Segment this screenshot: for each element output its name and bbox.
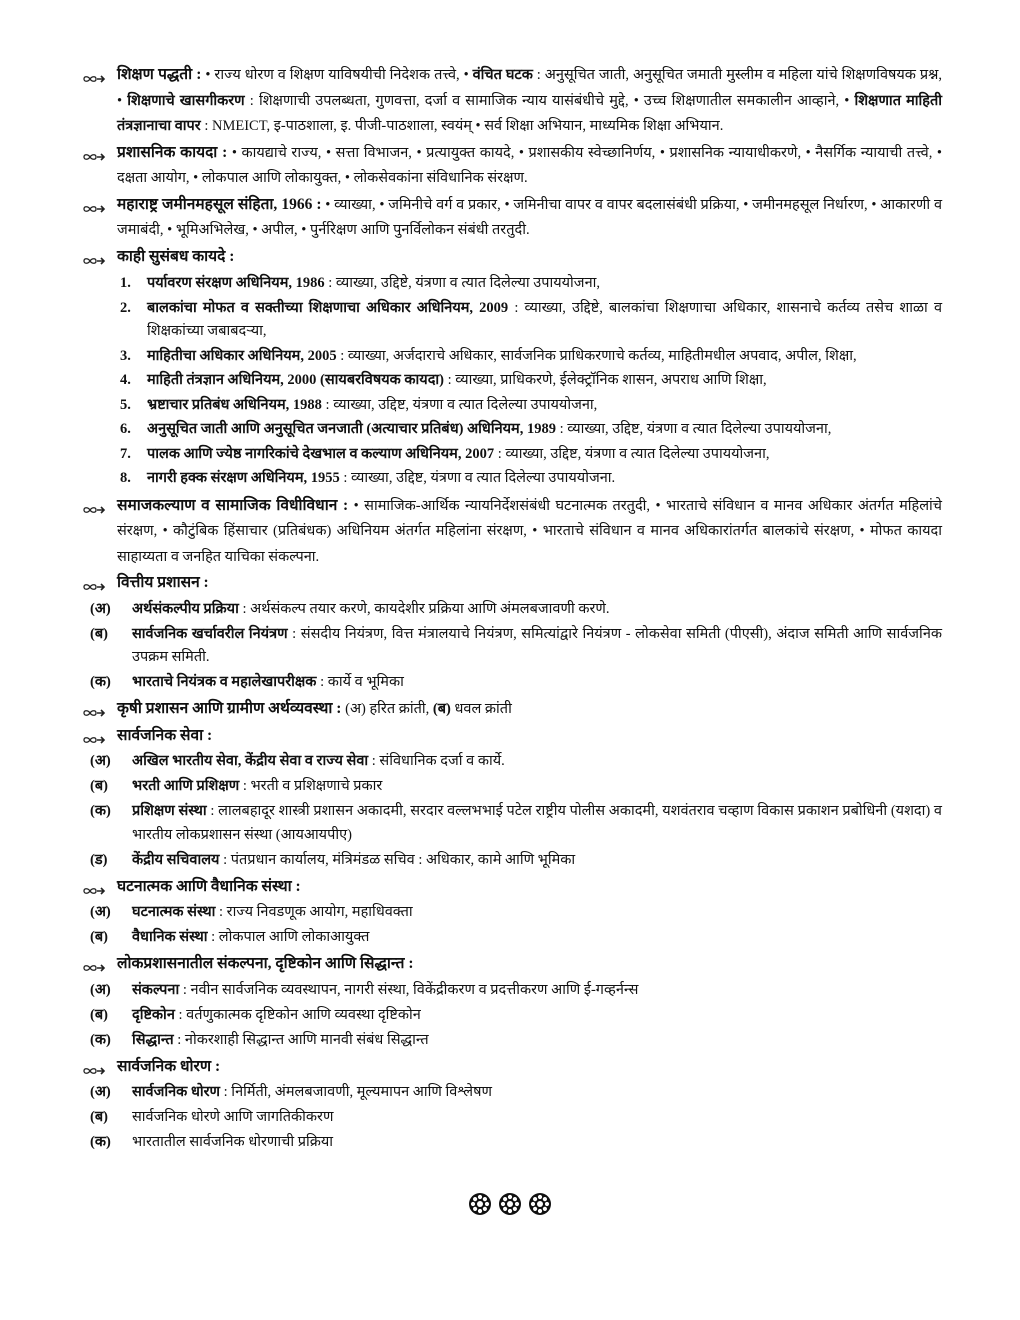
section xyxy=(0,62,1020,140)
list-item xyxy=(0,1081,1020,1105)
item-text: : संसदीय नियंत्रण, वित्त मंत्रालयाचे नियंत्रण, समित्यांद्वारे नियंत्रण - लोकसेवा समिती (पीएसी), अंदाज समिती आणि सार्वजनिक उपक्रम समिती. xyxy=(132,625,942,665)
body-text: • कायद्याचे राज्य, • सत्ता विभाजन, • प्रत्यायुक्त कायदे, • प्रशासकीय स्वेच्छानिर्णय, • प्रशासनिक न्यायाधीकरणे, • नैसर्गिक न्यायाची तत्त्वे, • दक्षता आयोग, • लोकपाल आणि लोकायुक्त, • लोकसेवकांना संविधानिक संरक्षण. xyxy=(117,144,942,186)
bold-term: शिक्षणात माहिती तंत्रज्ञानाचा वापर xyxy=(117,92,942,134)
item-text: : लालबहादूर शास्त्री प्रशासन अकादमी, सरदार वल्लभभाई पटेल राष्ट्रीय पोलीस अकादमी, यशवंतराव चव्हाण विकास प्रकाशन प्रबोधिनी (यशदा) व भारतीय लोकप्रशासन संस्था (आयआयपीए) xyxy=(132,803,942,843)
item-label: (क) xyxy=(90,803,111,819)
looped-arrow-bullet-icon xyxy=(82,958,108,970)
item-label: (ब) xyxy=(90,625,108,642)
item-text: : निर्मिती, अंमलबजावणी, मूल्यमापन आणि विश्लेषण xyxy=(220,1084,492,1100)
list-item xyxy=(0,901,1020,925)
item-text: : राज्य निवडणूक आयोग, महाधिवक्ता xyxy=(215,904,413,920)
section-heading: प्रशासनिक कायदा : xyxy=(117,143,228,161)
list-item xyxy=(0,297,1020,344)
list-item xyxy=(0,1004,1020,1028)
looped-arrow-bullet-icon xyxy=(82,881,108,893)
looped-arrow-bullet-icon xyxy=(82,500,108,512)
item-text: : भरती व प्रशिक्षणाचे प्रकार xyxy=(239,778,383,794)
item-label: (ब) xyxy=(90,1006,108,1023)
looped-arrow-bullet-icon xyxy=(82,703,108,715)
item-text: : व्याख्या, उद्दिष्ट, यंत्रणा व त्यात दिलेल्या उपाययोजना, xyxy=(555,421,832,437)
section xyxy=(0,493,1020,571)
list-item xyxy=(0,775,1020,799)
section xyxy=(0,192,1020,244)
item-title: माहिती तंत्रज्ञान अधिनियम, 2000 (सायबरविषयक कायदा) xyxy=(147,372,444,388)
item-label: (अ) xyxy=(90,600,111,617)
item-text: : व्याख्या, उद्दिष्ट, यंत्रणा व त्यात दिलेल्या उपाययोजना, xyxy=(321,396,598,413)
flower-ornament-icon xyxy=(495,1204,525,1220)
section xyxy=(0,244,1020,271)
item-text: : व्याख्या, उद्दिष्ट, यंत्रणा व त्यात दिलेल्या उपाययोजना, xyxy=(494,445,770,462)
bold-term: वंचित घटक xyxy=(472,67,533,83)
body-text: धवल क्रांती xyxy=(450,701,512,717)
body-text: : अनुसूचित जाती, अनुसूचित जमाती मुस्लीम व महिला यांचे शिक्षणविषयक प्रश्न, • xyxy=(117,67,942,109)
numbered-list xyxy=(0,272,1020,491)
looped-arrow-bullet-icon xyxy=(82,730,108,742)
list-item xyxy=(0,926,1020,950)
item-title: बालकांचा मोफत व सक्तीच्या शिक्षणाचा अधिकार अधिनियम, 2009 xyxy=(147,299,509,316)
item-title: नागरी हक्क संरक्षण अधिनियम, 1955 xyxy=(147,470,340,486)
looped-arrow-bullet-icon xyxy=(82,1061,108,1073)
section xyxy=(0,874,1020,901)
section-heading: समाजकल्याण व सामाजिक विधीविधान : xyxy=(117,496,349,514)
sub-list xyxy=(0,598,1020,695)
looped-arrow-bullet-icon xyxy=(82,147,108,159)
looped-arrow-bullet-icon xyxy=(82,69,108,81)
section-heading: काही सुसंबध कायदे : xyxy=(117,247,235,265)
body-text: • राज्य धोरण व शिक्षण याविषयीची निदेशक तत्त्वे, • xyxy=(201,67,473,83)
body-text: • व्याख्या, • जमिनीचे वर्ग व प्रकार, • जमिनीचा वापर व वापर बदलासंबंधी प्रक्रिया, • जमीनमहसूल निर्धारण, • आकारणी व जमाबंदी, • भूमिअभिलेख, • अपील, • पुर्नरिक्षण आणि पुनर्विलोकन संबंधी तरतुदी. xyxy=(117,196,943,238)
section xyxy=(0,140,1020,192)
item-title: भारताचे नियंत्रक व महालेखापरीक्षक xyxy=(132,674,317,690)
item-text: : व्याख्या, उद्दिष्ट, यंत्रणा व त्यात दिलेल्या उपाययोजना. xyxy=(339,470,616,486)
looped-arrow-bullet-icon xyxy=(82,251,108,263)
section-heading: कृषी प्रशासन आणि ग्रामीण अर्थव्यवस्था : xyxy=(117,700,342,717)
item-label: (अ) xyxy=(90,981,111,998)
list-item xyxy=(0,671,1020,695)
item-label: (ब) xyxy=(90,778,108,794)
item-label: (अ) xyxy=(90,904,111,920)
item-label: 1. xyxy=(120,275,131,291)
list-item xyxy=(0,394,1020,418)
list-item xyxy=(0,369,1020,393)
item-title: भरती आणि प्रशिक्षण xyxy=(132,778,240,794)
item-title: दृष्टिकोन xyxy=(132,1006,175,1023)
item-title: भ्रष्टाचार प्रतिबंध अधिनियम, 1988 xyxy=(147,396,322,413)
item-label: (क) xyxy=(90,674,111,690)
list-item xyxy=(0,1131,1020,1155)
item-label: (ब) xyxy=(90,929,108,945)
item-text: : नवीन सार्वजनिक व्यवस्थापन, नागरी संस्था, विकेंद्रीकरण व प्रदत्तीकरण आणि ई-गव्हर्नन्स xyxy=(179,981,639,998)
item-label: 7. xyxy=(120,445,131,462)
end-ornaments xyxy=(0,1192,1020,1221)
list-item xyxy=(0,443,1020,467)
list-item xyxy=(0,800,1020,847)
section-heading: शिक्षण पद्धती : xyxy=(117,66,202,83)
item-text: : कार्ये व भूमिका xyxy=(316,674,404,690)
section xyxy=(0,951,1020,978)
item-title: घटनात्मक संस्था xyxy=(132,904,216,920)
item-label: (ड) xyxy=(90,851,108,868)
item-title: पालक आणि ज्येष्ठ नागरिकांचे देखभाल व कल्याण अधिनियम, 2007 xyxy=(147,445,495,462)
item-text: : पंतप्रधान कार्यालय, मंत्रिमंडळ सचिव : अधिकार, कामे आणि भूमिका xyxy=(219,851,576,868)
item-text: : संविधानिक दर्जा व कार्ये. xyxy=(368,753,505,769)
bold-term: (ब) xyxy=(432,701,451,717)
list-item xyxy=(0,979,1020,1003)
item-title: सार्वजनिक खर्चावरील नियंत्रण xyxy=(132,625,288,642)
item-title: सिद्धान्त xyxy=(132,1031,174,1048)
section xyxy=(0,723,1020,750)
sub-list xyxy=(0,750,1020,872)
item-label: 8. xyxy=(120,470,131,486)
body-text: : NMEICT, इ-पाठशाला, इ. पीजी-पाठशाला, स्वयंम् • सर्व शिक्षा अभियान, माध्यमिक शिक्षा अभियान. xyxy=(200,118,724,134)
item-label: 6. xyxy=(120,421,131,437)
item-title: वैधानिक संस्था xyxy=(132,929,208,945)
body-text: (अ) हरित क्रांती, xyxy=(341,701,433,717)
item-label: (अ) xyxy=(90,753,111,769)
item-title: माहितीचा अधिकार अधिनियम, 2005 xyxy=(147,347,337,364)
item-title: संकल्पना xyxy=(132,981,180,998)
sub-list xyxy=(0,979,1020,1053)
item-text: : व्याख्या, अर्जदाराचे अधिकार, सार्वजनिक प्राधिकरणाचे कर्तव्य, माहितीमधील अपवाद, अपील, शिक्षा, xyxy=(336,347,857,364)
item-label: 2. xyxy=(120,299,131,316)
item-label: 3. xyxy=(120,347,131,364)
list-item xyxy=(0,1106,1020,1130)
list-item xyxy=(0,598,1020,622)
item-text: : अर्थसंकल्प तयार करणे, कायदेशीर प्रक्रिया आणि अंमलबजावणी करणे. xyxy=(238,600,610,617)
bold-term: शिक्षणाचे खासगीकरण xyxy=(127,92,245,109)
list-item xyxy=(0,272,1020,296)
item-label: (क) xyxy=(90,1134,111,1150)
section-heading: घटनात्मक आणि वैधानिक संस्था : xyxy=(117,877,301,895)
item-label: (क) xyxy=(90,1031,111,1048)
item-title: अर्थसंकल्पीय प्रक्रिया xyxy=(132,600,239,617)
list-item xyxy=(0,418,1020,442)
item-text: : व्याख्या, उद्दिष्टे, बालकांचा शिक्षणाचा अधिकार, शासनाचे कर्तव्य तसेच शाळा व शिक्षकांच्या जबाबदऱ्या, xyxy=(147,299,943,339)
section-heading: लोकप्रशासनातील संकल्पना, दृष्टिकोन आणि सिद्धान्त : xyxy=(117,955,414,972)
section xyxy=(0,570,1020,597)
item-text: भारतातील सार्वजनिक धोरणाची प्रक्रिया xyxy=(132,1134,334,1150)
item-text: : व्याख्या, प्राधिकरणे, ईलेक्ट्रॉनिक शासन, अपराध आणि शिक्षा, xyxy=(444,372,767,388)
item-title: केंद्रीय सचिवालय xyxy=(132,851,220,868)
list-item xyxy=(0,1029,1020,1053)
item-text: : नोकरशाही सिद्धान्त आणि मानवी संबंध सिद्धान्त xyxy=(173,1031,429,1048)
syllabus-document xyxy=(0,62,1020,1156)
item-text: : वर्तणुकात्मक दृष्टिकोन आणि व्यवस्था दृष्टिकोन xyxy=(174,1006,421,1023)
item-text: : व्याख्या, उद्दिष्टे, यंत्रणा व त्यात दिलेल्या उपाययोजना, xyxy=(324,275,600,291)
body-text: • सामाजिक-आर्थिक न्यायनिर्देशसंबंधी घटनात्मक तरतुदी, • भारताचे संविधान व मानव अधिकार अंतर्गत महिलांचे संरक्षण, • कौटुंबिक हिंसाचार (प्रतिबंधक) अधिनियम अंतर्गत महिलांना संरक्षण, • भारताचे संविधान व मानव अधिकारांतर्गत बालकांचे संरक्षण, • मोफत कायदा साहाय्यता व जनहित याचिका संकल्पना. xyxy=(117,497,942,565)
section xyxy=(0,1054,1020,1081)
list-item xyxy=(0,623,1020,670)
section-heading: वित्तीय प्रशासन : xyxy=(117,574,209,591)
item-title: सार्वजनिक धोरण xyxy=(132,1084,221,1100)
item-title: अखिल भारतीय सेवा, केंद्रीय सेवा व राज्य सेवा xyxy=(132,753,369,769)
section xyxy=(0,696,1020,723)
item-title: अनुसूचित जाती आणि अनुसूचित जनजाती (अत्याचार प्रतिबंध) अधिनियम, 1989 xyxy=(147,421,556,437)
item-text: : लोकपाल आणि लोकाआयुक्त xyxy=(207,929,370,945)
section-heading: महाराष्ट्र जमीनमहसूल संहिता, 1966 : xyxy=(117,195,322,213)
item-label: 5. xyxy=(120,396,131,413)
looped-arrow-bullet-icon xyxy=(82,577,108,589)
list-item xyxy=(0,345,1020,369)
body-text: : शिक्षणाची उपलब्धता, गुणवत्ता, दर्जा व सामाजिक न्याय यासंबंधीचे मुद्दे, • उच्च शिक्षणातील समकालीन आव्हाने, • xyxy=(244,92,855,109)
item-label: 4. xyxy=(120,372,131,388)
section-heading: सार्वजनिक सेवा : xyxy=(117,726,213,744)
section-heading: सार्वजनिक धोरण : xyxy=(117,1057,221,1075)
list-item xyxy=(0,750,1020,774)
sub-list xyxy=(0,1081,1020,1155)
list-item xyxy=(0,467,1020,491)
item-title: पर्यावरण संरक्षण अधिनियम, 1986 xyxy=(147,275,325,291)
item-label: (अ) xyxy=(90,1084,111,1100)
item-label: (ब) xyxy=(90,1109,108,1125)
sub-list xyxy=(0,901,1020,950)
flower-ornament-icon xyxy=(525,1204,555,1220)
item-title: प्रशिक्षण संस्था xyxy=(132,803,207,819)
item-text: सार्वजनिक धोरणे आणि जागतिकीकरण xyxy=(132,1109,334,1125)
list-item xyxy=(0,849,1020,873)
looped-arrow-bullet-icon xyxy=(82,199,108,211)
flower-ornament-icon xyxy=(465,1204,495,1220)
